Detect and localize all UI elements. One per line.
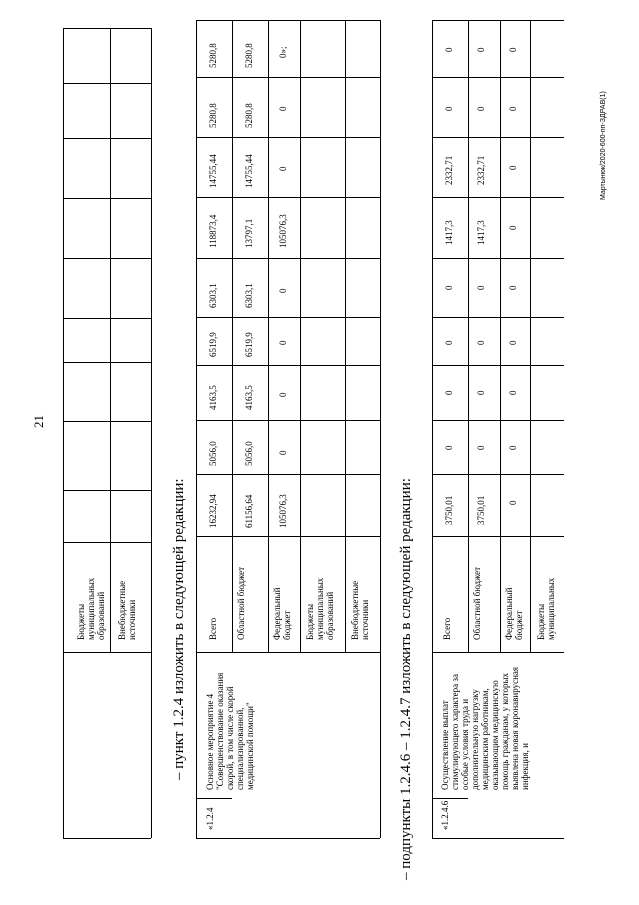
heading-subpoints-1-2-4-6: – подпункты 1.2.4.6 – 1.2.4.7 изложить в следующей редакции: (398, 478, 414, 880)
footer-code: Мартынюк/2020-600-пп-ЗДРАВ(1) (600, 91, 607, 200)
heading-point-1-2-4: – пункт 1.2.4 изложить в следующей редакции: (171, 478, 187, 780)
page-number: 21 (31, 415, 46, 428)
